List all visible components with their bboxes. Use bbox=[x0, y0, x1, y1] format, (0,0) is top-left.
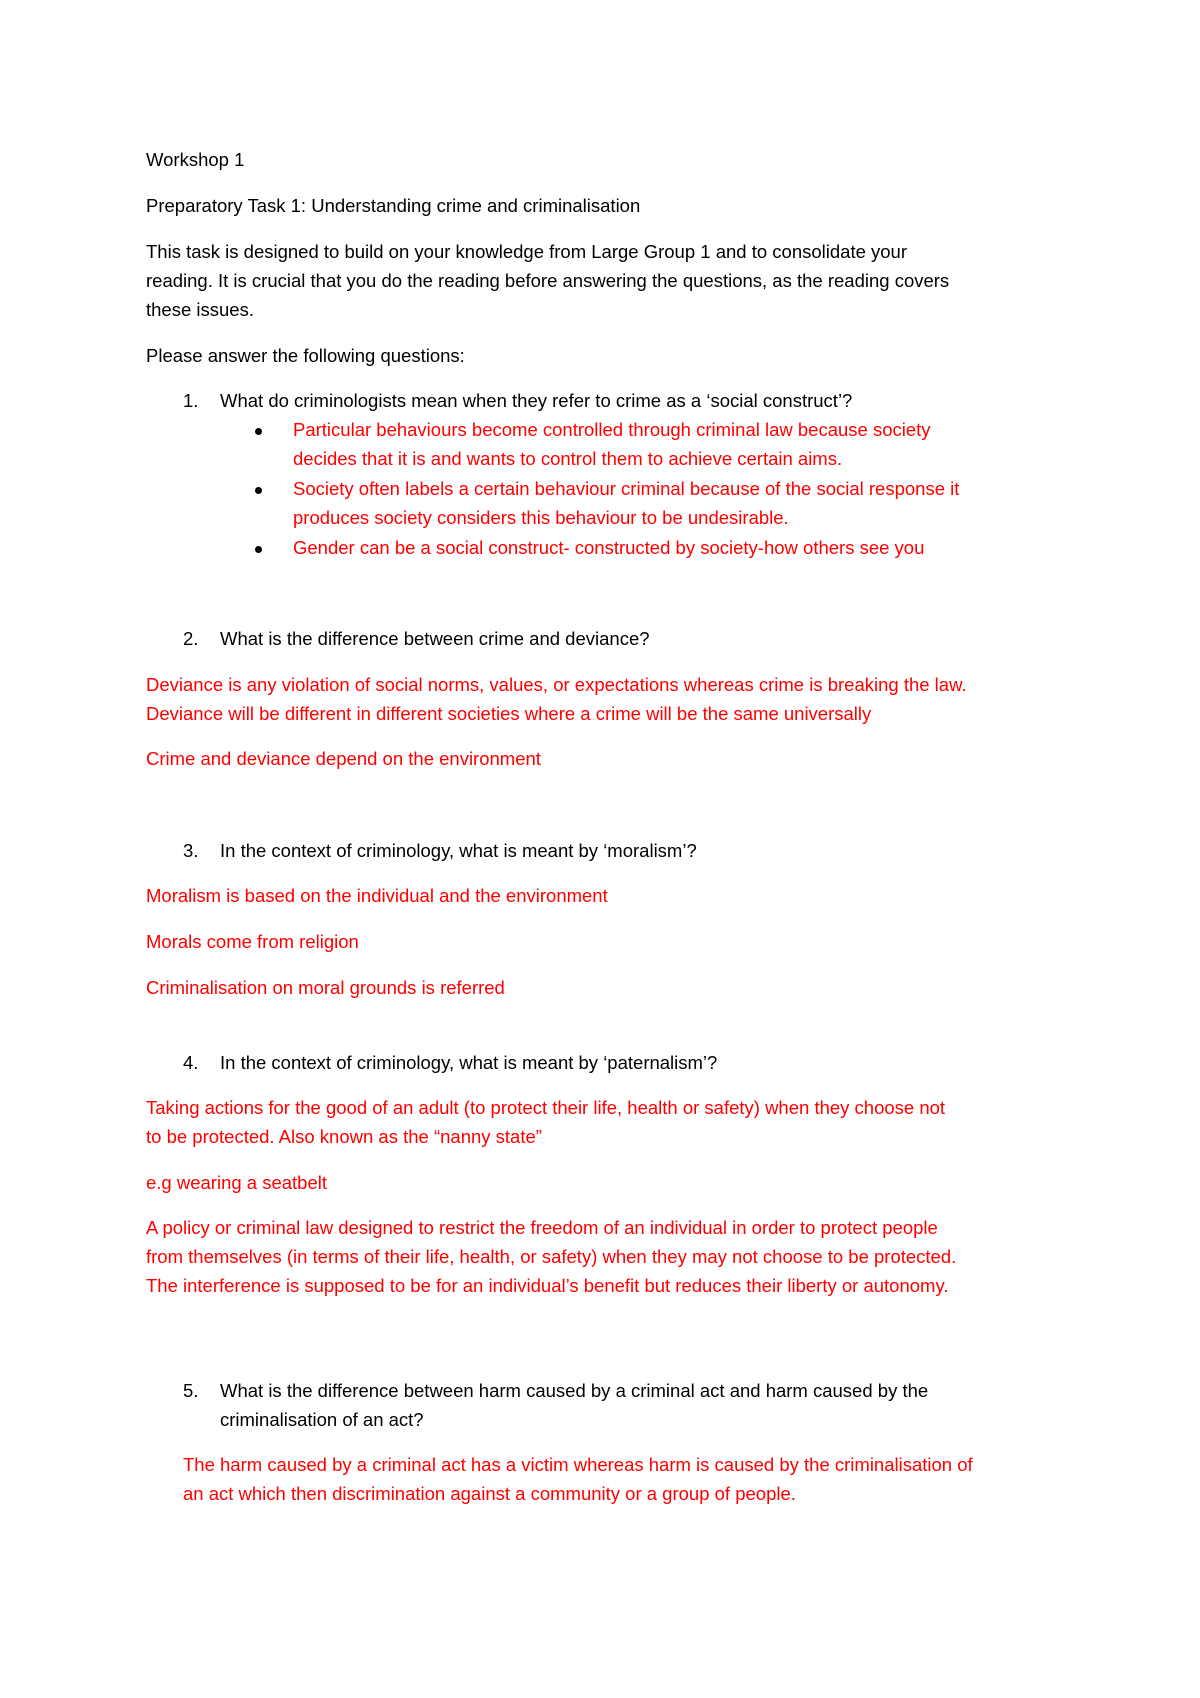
answer-line: A policy or criminal law designed to restrict the freedom of an individual in order to protect people bbox=[146, 1217, 938, 1238]
answer-line: to be protected. Also known as the “nanny state” bbox=[146, 1126, 542, 1147]
answer-bullet-line: decides that it is and wants to control them to achieve certain aims. bbox=[293, 448, 843, 469]
question-number: 4. bbox=[183, 1052, 199, 1073]
answer-line: Crime and deviance depend on the environment bbox=[146, 748, 541, 769]
answer-line: Moralism is based on the individual and the environment bbox=[146, 885, 608, 906]
task-heading: Preparatory Task 1: Understanding crime and criminalisation bbox=[146, 195, 641, 216]
bullet-icon bbox=[255, 546, 262, 553]
question-number: 2. bbox=[183, 628, 199, 649]
intro-line: these issues. bbox=[146, 299, 254, 320]
answer-line: Criminalisation on moral grounds is referred bbox=[146, 977, 505, 998]
answer-bullet-line: produces society considers this behaviour to be undesirable. bbox=[293, 507, 789, 528]
question-5-text: criminalisation of an act? bbox=[220, 1409, 424, 1430]
answer-line: Deviance will be different in different societies where a crime will be the same universally bbox=[146, 703, 872, 724]
question-4-text: In the context of criminology, what is meant by ‘paternalism’? bbox=[220, 1052, 718, 1073]
bullet-icon bbox=[255, 428, 262, 435]
question-3-text: In the context of criminology, what is meant by ‘moralism’? bbox=[220, 840, 697, 861]
answer-bullet-line: Society often labels a certain behaviour criminal because of the social response it bbox=[293, 478, 960, 499]
answer-bullet-line: Particular behaviours become controlled through criminal law because society bbox=[293, 419, 931, 440]
answer-line: Morals come from religion bbox=[146, 931, 359, 952]
answer-line: The harm caused by a criminal act has a victim whereas harm is caused by the criminalisation of bbox=[183, 1454, 973, 1475]
question-5-text: What is the difference between harm caused by a criminal act and harm caused by the bbox=[220, 1380, 929, 1401]
answer-line: an act which then discrimination against a community or a group of people. bbox=[183, 1483, 796, 1504]
intro-line: This task is designed to build on your knowledge from Large Group 1 and to consolidate your bbox=[146, 241, 908, 262]
doc-title: Workshop 1 bbox=[146, 149, 245, 170]
question-number: 1. bbox=[183, 390, 199, 411]
intro-line: reading. It is crucial that you do the reading before answering the questions, as the reading covers bbox=[146, 270, 950, 291]
question-2-text: What is the difference between crime and deviance? bbox=[220, 628, 650, 649]
question-number: 3. bbox=[183, 840, 199, 861]
question-1-text: What do criminologists mean when they refer to crime as a ‘social construct’? bbox=[220, 390, 853, 411]
answer-line: Deviance is any violation of social norms, values, or expectations whereas crime is breaking the law. bbox=[146, 674, 967, 695]
bullet-icon bbox=[255, 487, 262, 494]
answer-line: The interference is supposed to be for an individual’s benefit but reduces their liberty or autonomy. bbox=[146, 1275, 949, 1296]
answer-line: from themselves (in terms of their life, health, or safety) when they may not choose to be protected. bbox=[146, 1246, 957, 1267]
answer-line: e.g wearing a seatbelt bbox=[146, 1172, 328, 1193]
answer-line: Taking actions for the good of an adult (to protect their life, health or safety) when they choose not bbox=[146, 1097, 946, 1118]
answer-bullet-line: Gender can be a social construct- constructed by society-how others see you bbox=[293, 537, 925, 558]
question-number: 5. bbox=[183, 1380, 199, 1401]
instructions-prompt: Please answer the following questions: bbox=[146, 345, 465, 366]
